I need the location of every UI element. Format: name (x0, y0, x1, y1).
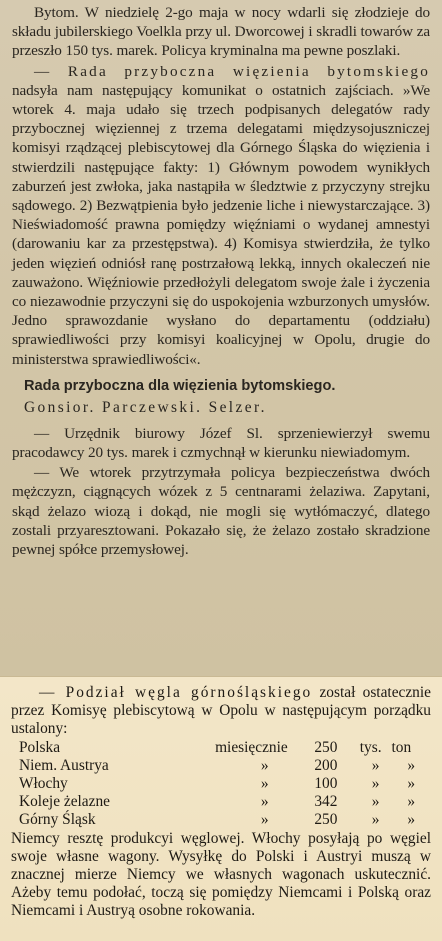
table-row (11, 793, 431, 811)
amount-cell: 100 (314, 775, 338, 792)
prison-council-signers: Gonsior. Parczewski. Selzer. (24, 398, 267, 416)
unit-cell: » (371, 757, 380, 774)
prison-council-body: nadsyła nam następujący komunikat o ostatnich zajściach. »We wtorek 4. maja udało się trzech podpisanych delegatów rady przybocznej więziennej z trzema delegatami międzysojuszniczej komisyi rządzącej plebiscytowej dla Górnego Śląska do więzienia i stwierdzili następujące fakty: 1) Głównym powodem wynikłych zaburzeń jest zwłoka, jaka nastąpiła w śledztwie z przyczyny strejku sądowego. 2) Bezwątpienia było jedzenie liche i niewystarczające. 3) Nieświadomość prawna pomiędzy więźniami o wydanej amnestyi (darowaniu kar za przestępstwa). 4) Komisya stwierdziła, że tylko jeden więzień odniósł ranę postrzałową lekką, innych okaleczeń nie zauważono. Więźniowie przedłożyli delegatom swoje żale i życzenia co niezawodnie przyczyni się do uspokojenia wzburzonych umysłów. Jedno sprawozdanie wysłano do departamentu (oddziału) sprawiedliwości przy komisyi koalicyjnej w Opolu, drugie do ministerstwa sprawiedliwości«. (12, 81, 430, 368)
country-cell: Włochy (19, 775, 68, 792)
iron-theft-paragraph: — We wtorek przytrzymała policya bezpieczeństwa dwóch mężczyzn, ciągnących wózek z 5 centnarami żelaziwa. Zapytani, skąd żelazo wiozą i dokąd, nie mogli się wytłómaczyć, dlatego zostali przyaresztowani. Pokazało się, że żelazo zostało skradzione pewnej spółce przemysłowej. (12, 464, 430, 559)
prison-council-signature-heading: Rada przyboczna dla więzienia bytomskiego. (24, 377, 336, 394)
unit-cell: » (371, 811, 380, 828)
unit-cell: » (407, 811, 416, 828)
country-cell: Górny Śląsk (19, 811, 96, 828)
period-cell: » (260, 775, 269, 792)
table-row (11, 775, 431, 793)
period-cell: » (260, 757, 269, 774)
unit-cell: » (371, 793, 380, 810)
coal-intro-body: został ostatecznie przez Komisyę plebiscytową w Opolu w następującym porządku ustalony: (11, 684, 431, 737)
coal-distribution-article (0, 676, 442, 941)
bytom-theft-paragraph: Bytom. W niedzielę 2-go maja w nocy wdarli się złodzieje do składu jubilerskiego Voelkla przy ul. Dworcowej i skradli towarów za przeszło 150 tys. marek. Policya kryminalna ma pewne poszlaki. (12, 4, 430, 60)
prison-council-paragraph (12, 62, 430, 369)
coal-intro-paragraph (11, 684, 431, 738)
coal-lead: — Podział węgla górnośląskiego (39, 684, 313, 701)
country-cell: Koleje żelazne (19, 793, 110, 810)
unit-cell: » (371, 775, 380, 792)
amount-cell: 342 (314, 793, 338, 810)
amount-cell: 250 (314, 811, 338, 828)
country-cell: Polska (19, 739, 61, 756)
unit-cell: tys. (359, 739, 382, 756)
unit-cell: » (407, 757, 416, 774)
period-cell: miesięcznie (215, 739, 288, 756)
coal-closing-paragraph: Niemcy resztę produkcyi węglowej. Włochy posyłają po węgiel swoje własne wagony. Wysyłkę do Polski i Austryi muszą w znacznej mierze Niemcy we własnych wagonach uskutecznić. Ażeby temu podołać, toczą się pomiędzy Niemcami i Polską oraz Niemcami i Austryą osobne rokowania. (11, 830, 431, 919)
amount-cell: 250 (314, 739, 338, 756)
clerk-embezzlement-paragraph: — Urzędnik biurowy Józef Sl. sprzeniewierzył swemu pracodawcy 20 tys. marek i czmychnął w kierunku niewiadomym. (12, 424, 430, 462)
prison-council-lead: — Rada przyboczna więzienia bytomskiego (34, 62, 430, 80)
country-cell: Niem. Austrya (19, 757, 109, 774)
amount-cell: 200 (314, 757, 338, 774)
coal-allocation-table (11, 739, 431, 829)
unit-cell: » (407, 793, 416, 810)
table-row (11, 757, 431, 775)
unit-cell: » (407, 775, 416, 792)
table-row (11, 811, 431, 829)
table-row (11, 739, 431, 757)
unit-cell: ton (391, 739, 412, 756)
period-cell: » (260, 793, 269, 810)
period-cell: » (260, 811, 269, 828)
